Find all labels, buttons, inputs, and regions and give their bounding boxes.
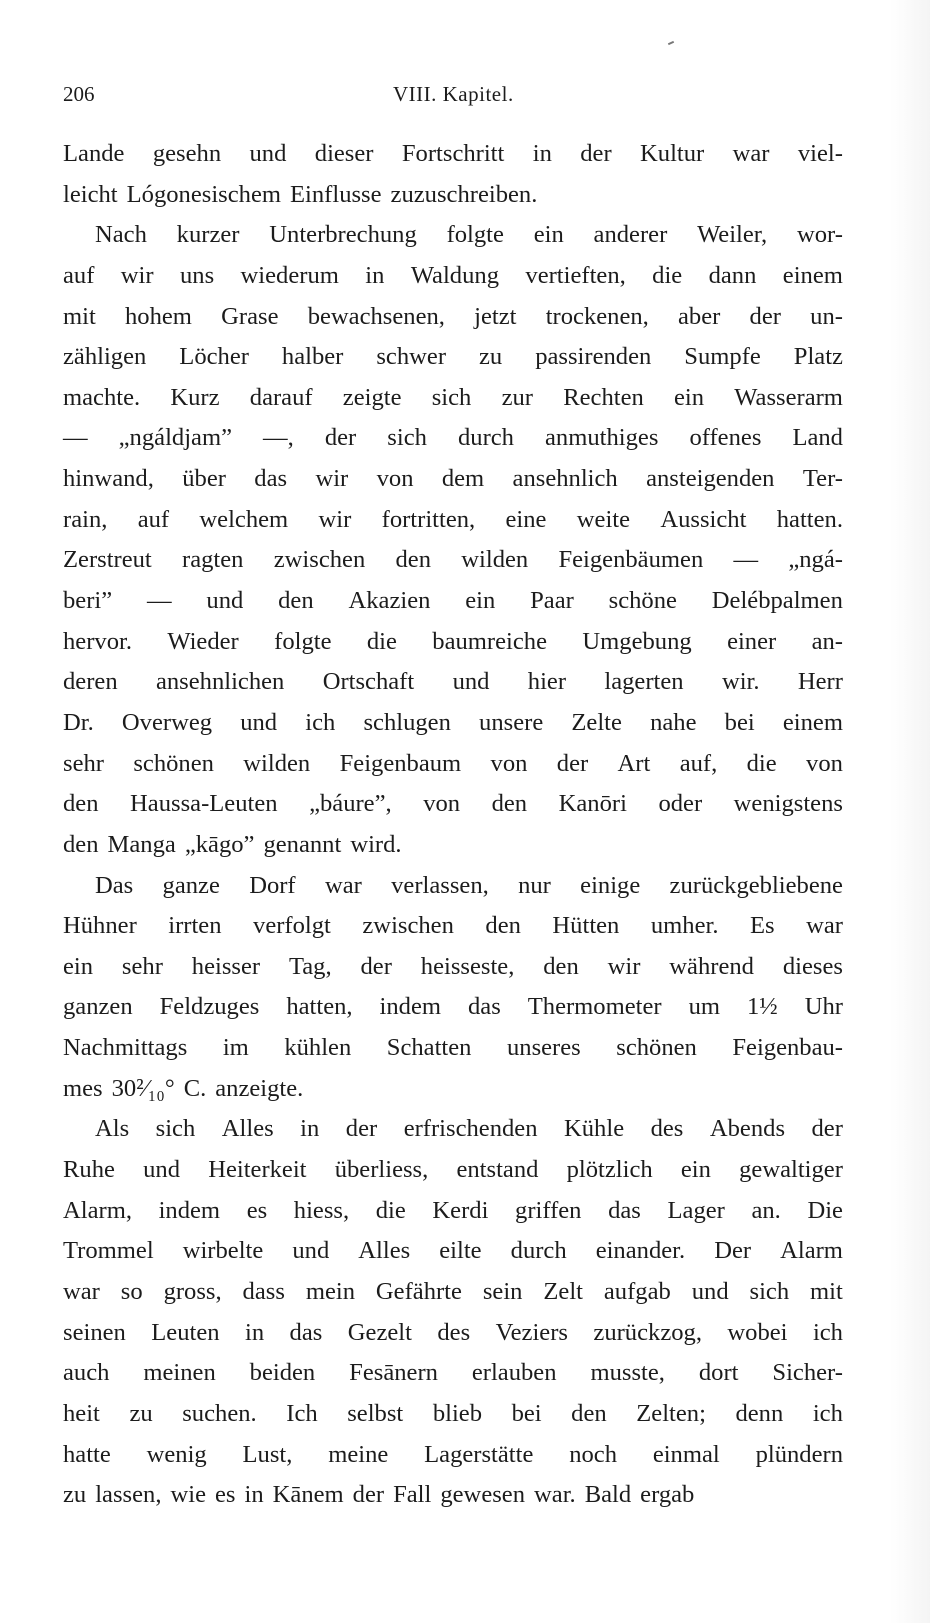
text-line: — „ngáldjam” —, der sich durch anmuthiges offenes Land xyxy=(63,424,843,452)
paragraph xyxy=(63,134,843,215)
text-line: auch meinen beiden Fesānern erlauben musste, dort Sicher- xyxy=(63,1359,843,1387)
text-line: Alarm, indem es hiess, die Kerdi griffen das Lager an. Die xyxy=(63,1196,843,1224)
text-line: beri” — und den Akazien ein Paar schöne Delébpalmen xyxy=(63,587,843,615)
text-line: leicht Lógonesischem Einflusse zuzuschreiben. xyxy=(63,180,538,208)
text-line: heit zu suchen. Ich selbst blieb bei den Zelten; denn ich xyxy=(63,1399,843,1427)
text-line: Ruhe und Heiterkeit überliess, entstand plötzlich ein gewaltiger xyxy=(63,1156,843,1184)
text-line: seinen Leuten in das Gezelt des Veziers zurückzog, wobei ich xyxy=(63,1318,843,1346)
text-line: deren ansehnlichen Ortschaft und hier lagerten wir. Herr xyxy=(63,668,843,696)
page-edge-shadow xyxy=(890,0,930,1623)
text-line: hervor. Wieder folgte die baumreiche Umgebung einer an- xyxy=(63,627,843,655)
text-line: ganzen Feldzuges hatten, indem das Thermometer um 1½ Uhr xyxy=(63,993,843,1021)
text-line: war so gross, dass mein Gefährte sein Zelt aufgab und sich mit xyxy=(63,1277,843,1305)
body-text xyxy=(63,134,843,1516)
text-line: Lande gesehn und dieser Fortschritt in der Kultur war viel- xyxy=(63,140,843,167)
text-line: hinwand, über das wir von dem ansehnlich ansteigenden Ter- xyxy=(63,465,843,493)
paragraph xyxy=(63,215,843,865)
text-line: Nach kurzer Unterbrechung folgte ein anderer Weiler, wor- xyxy=(95,221,843,249)
page-number: 206 xyxy=(63,82,95,106)
text-line: zähligen Löcher halber schwer zu passirenden Sumpfe Platz xyxy=(63,343,843,371)
text-line: sehr schönen wilden Feigenbaum von der Art auf, die von xyxy=(63,749,843,777)
text-line: hatte wenig Lust, meine Lagerstätte noch einmal plündern xyxy=(63,1440,843,1468)
paragraph xyxy=(63,866,843,1110)
text-line: machte. Kurz darauf zeigte sich zur Rechten ein Wasserarm xyxy=(63,383,843,411)
text-line: Das ganze Dorf war verlassen, nur einige zurückgebliebene xyxy=(95,871,843,899)
text-line: Als sich Alles in der erfrischenden Kühle des Abends der xyxy=(95,1115,843,1143)
text-line: Nachmittags im kühlen Schatten unseres schönen Feigenbau- xyxy=(63,1034,843,1062)
text-line: Trommel wirbelte und Alles eilte durch einander. Der Alarm xyxy=(63,1237,843,1265)
text-line: den Haussa-Leuten „báure”, von den Kanōri oder wenigstens xyxy=(63,790,843,818)
chapter-heading: VIII. Kapitel. xyxy=(393,82,514,106)
text-line: mit hohem Grase bewachsenen, jetzt trockenen, aber der un- xyxy=(63,302,843,330)
text-line: ein sehr heisser Tag, der heisseste, den wir während dieses xyxy=(63,952,843,980)
text-line: Zerstreut ragten zwischen den wilden Feigenbäumen — „ngá- xyxy=(63,546,843,574)
running-head xyxy=(63,82,843,112)
text-line: rain, auf welchem wir fortritten, eine weite Aussicht hatten. xyxy=(63,505,843,533)
text-line: zu lassen, wie es in Kānem der Fall gewesen war. Bald ergab xyxy=(63,1481,695,1509)
text-line: Dr. Overweg und ich schlugen unsere Zelte nahe bei einem xyxy=(63,708,843,736)
text-line: Hühner irrten verfolgt zwischen den Hütten umher. Es war xyxy=(63,912,843,940)
ink-speck xyxy=(668,41,674,45)
text-line: mes 30²⁄₁₀° C. anzeigte. xyxy=(63,1074,304,1102)
text-line: den Manga „kāgo” genannt wird. xyxy=(63,830,402,858)
paragraph xyxy=(63,1109,843,1515)
text-line: auf wir uns wiederum in Waldung vertieften, die dann einem xyxy=(63,261,843,289)
